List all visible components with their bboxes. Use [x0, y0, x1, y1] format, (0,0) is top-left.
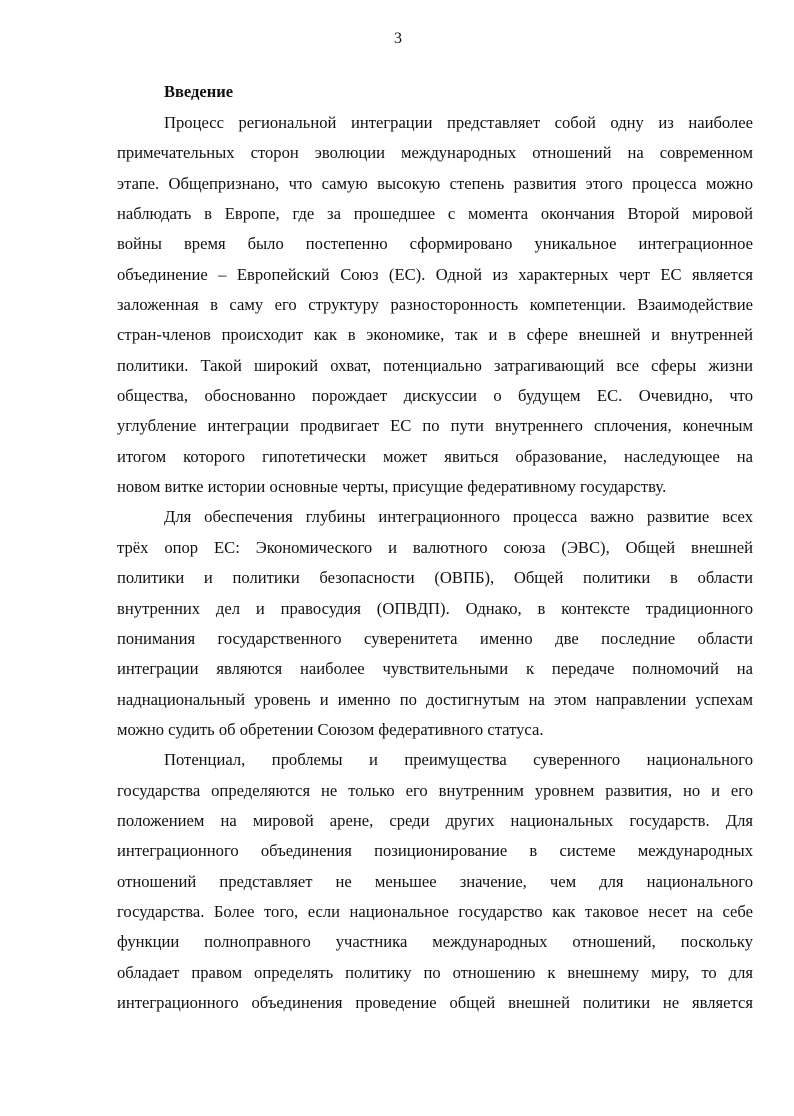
text-line: отношений представляет не меньшее значение, чем для национального	[117, 871, 753, 891]
text-line: Потенциал, проблемы и преимущества суверенного национального	[164, 750, 753, 770]
text-line: заложенная в саму его структуру разносторонность компетенции. Взаимодействие	[117, 295, 753, 315]
text-line: обладает правом определять политику по отношению к внешнему миру, то для	[117, 962, 753, 982]
text-line: стран-членов происходит как в экономике, так и в сфере внешней и внутренней	[117, 325, 753, 345]
text-line: этапе. Общепризнано, что самую высокую степень развития этого процесса можно	[117, 173, 753, 193]
text-line: государства. Более того, если национальное государство как таковое несет на себе	[117, 901, 753, 921]
text-line: трёх опор ЕС: Экономического и валютного союза (ЭВС), Общей внешней	[117, 537, 753, 557]
text-line: общества, обоснованно порождает дискуссии о будущем ЕС. Очевидно, что	[117, 386, 753, 406]
text-line: наблюдать в Европе, где за прошедшее с момента окончания Второй мировой	[117, 204, 753, 224]
text-line: политики. Такой широкий охват, потенциально затрагивающий все сферы жизни	[117, 355, 753, 375]
text-line: интеграции являются наиболее чувствительными к передаче полномочий на	[117, 659, 753, 679]
text-line: можно судить об обретении Союзом федеративного статуса.	[117, 719, 544, 739]
text-line: интеграционного объединения позиционирование в системе международных	[117, 841, 753, 861]
text-line: понимания государственного суверенитета именно две последние области	[117, 628, 753, 648]
text-line: углубление интеграции продвигает ЕС по пути внутреннего сплочения, конечным	[117, 416, 753, 436]
text-line: положением на мировой арене, среди других национальных государств. Для	[117, 810, 753, 830]
text-line: войны время было постепенно сформировано уникальное интеграционное	[117, 234, 753, 254]
text-line: функции полноправного участника международных отношений, поскольку	[117, 932, 753, 952]
text-line: объединение – Европейский Союз (ЕС). Одной из характерных черт ЕС является	[117, 264, 753, 284]
text-line: наднациональный уровень и именно по достигнутым на этом направлении успехам	[117, 689, 753, 709]
text-line: примечательных сторон эволюции международных отношений на современном	[117, 143, 753, 163]
text-line: итогом которого гипотетически может явиться образование, наследующее на	[117, 446, 753, 466]
text-line: внутренних дел и правосудия (ОПВДП). Однако, в контексте традиционного	[117, 598, 753, 618]
text-line: Процесс региональной интеграции представляет собой одну из наиболее	[164, 113, 753, 132]
text-line: политики и политики безопасности (ОВПБ), Общей политики в области	[117, 568, 753, 588]
text-line: Для обеспечения глубины интеграционного процесса важно развитие всех	[164, 507, 753, 527]
text-line: государства определяются не только его внутренним уровнем развития, но и его	[117, 780, 753, 800]
text-line: интеграционного объединения проведение общей внешней политики не является	[117, 992, 753, 1012]
text-line: новом витке истории основные черты, присущие федеративному государству.	[117, 477, 667, 497]
section-heading: Введение	[164, 82, 234, 101]
page-number: 3	[394, 30, 402, 47]
document-body	[117, 108, 753, 1018]
